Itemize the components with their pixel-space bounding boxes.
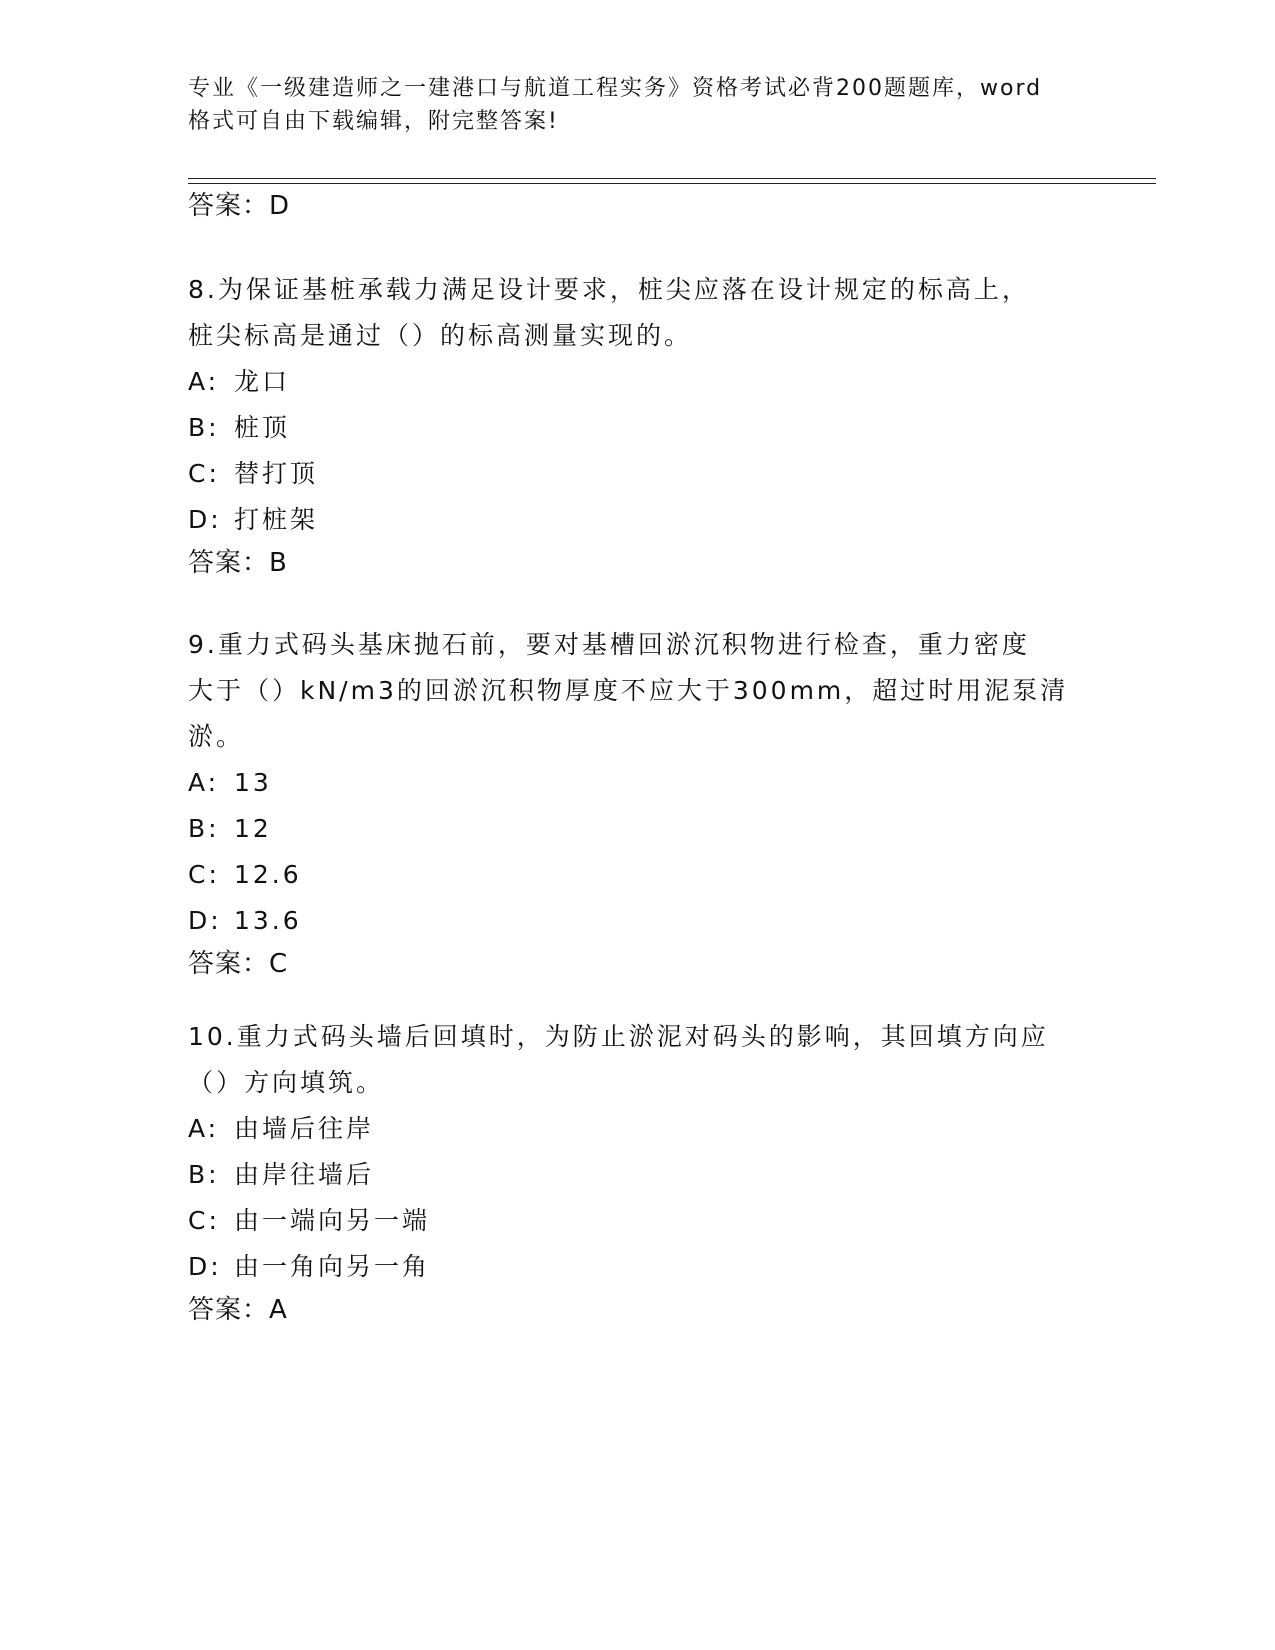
option-a <box>188 760 1088 806</box>
option-text: 由岸往墙后 <box>234 1160 375 1189</box>
document-header <box>188 72 1088 138</box>
option-key: D: <box>188 906 222 935</box>
option-key: B: <box>188 413 220 442</box>
option-d <box>188 1244 1088 1290</box>
question-9 <box>188 622 1088 984</box>
stem-line: 8.为保证基桩承载力满足设计要求，桩尖应落在设计规定的标高上， <box>188 275 1030 304</box>
option-c <box>188 451 1088 497</box>
option-c <box>188 852 1088 898</box>
option-key: D: <box>188 1252 222 1281</box>
option-a <box>188 1106 1088 1152</box>
stem-line: 10.重力式码头墙后回填时，为防止淤泥对码头的影响，其回填方向应 <box>188 1022 1049 1051</box>
option-text: 桩顶 <box>234 413 291 442</box>
option-key: C: <box>188 1206 220 1235</box>
option-text: 12.6 <box>234 860 302 889</box>
header-divider-top <box>188 178 1156 179</box>
option-b <box>188 405 1088 451</box>
option-text: 由一角向另一角 <box>234 1252 431 1281</box>
option-key: A: <box>188 367 220 396</box>
option-text: 打桩架 <box>234 505 319 534</box>
option-d <box>188 898 1088 944</box>
header-divider-bottom <box>188 183 1156 184</box>
option-b <box>188 806 1088 852</box>
answer: 答案：B <box>188 548 288 578</box>
option-text: 12 <box>234 814 272 843</box>
option-text: 龙口 <box>234 367 291 396</box>
option-key: A: <box>188 768 220 797</box>
answer: 答案：C <box>188 949 289 979</box>
header-line-1: 专业《一级建造师之一建港口与航道工程实务》资格考试必背200题题库，word <box>188 76 1043 101</box>
option-key: B: <box>188 1160 220 1189</box>
stem-line: 大于（）kN/m3的回淤沉积物厚度不应大于300mm，超过时用泥泵清 <box>188 676 1069 705</box>
option-text: 替打顶 <box>234 459 319 488</box>
option-key: A: <box>188 1114 220 1143</box>
option-key: C: <box>188 459 220 488</box>
stem-line: （）方向填筑。 <box>188 1068 385 1097</box>
option-text: 由一端向另一端 <box>234 1206 431 1235</box>
stem-line: 淤。 <box>188 722 245 751</box>
option-a <box>188 359 1088 405</box>
stem-line: 桩尖标高是通过（）的标高测量实现的。 <box>188 321 693 350</box>
option-text: 13 <box>234 768 272 797</box>
question-stem <box>188 267 1088 359</box>
option-c <box>188 1198 1088 1244</box>
question-10 <box>188 1014 1088 1330</box>
answer: 答案：A <box>188 1295 288 1325</box>
option-text: 13.6 <box>234 906 302 935</box>
option-b <box>188 1152 1088 1198</box>
answer-previous: 答案：D <box>188 191 291 221</box>
question-8 <box>188 267 1088 583</box>
option-d <box>188 497 1088 543</box>
option-key: D: <box>188 505 222 534</box>
question-stem <box>188 622 1088 760</box>
option-key: C: <box>188 860 220 889</box>
question-stem <box>188 1014 1088 1106</box>
option-text: 由墙后往岸 <box>234 1114 375 1143</box>
option-key: B: <box>188 814 220 843</box>
header-line-2: 格式可自由下载编辑，附完整答案! <box>188 109 559 134</box>
stem-line: 9.重力式码头基床抛石前，要对基槽回淤沉积物进行检查，重力密度 <box>188 630 1030 659</box>
